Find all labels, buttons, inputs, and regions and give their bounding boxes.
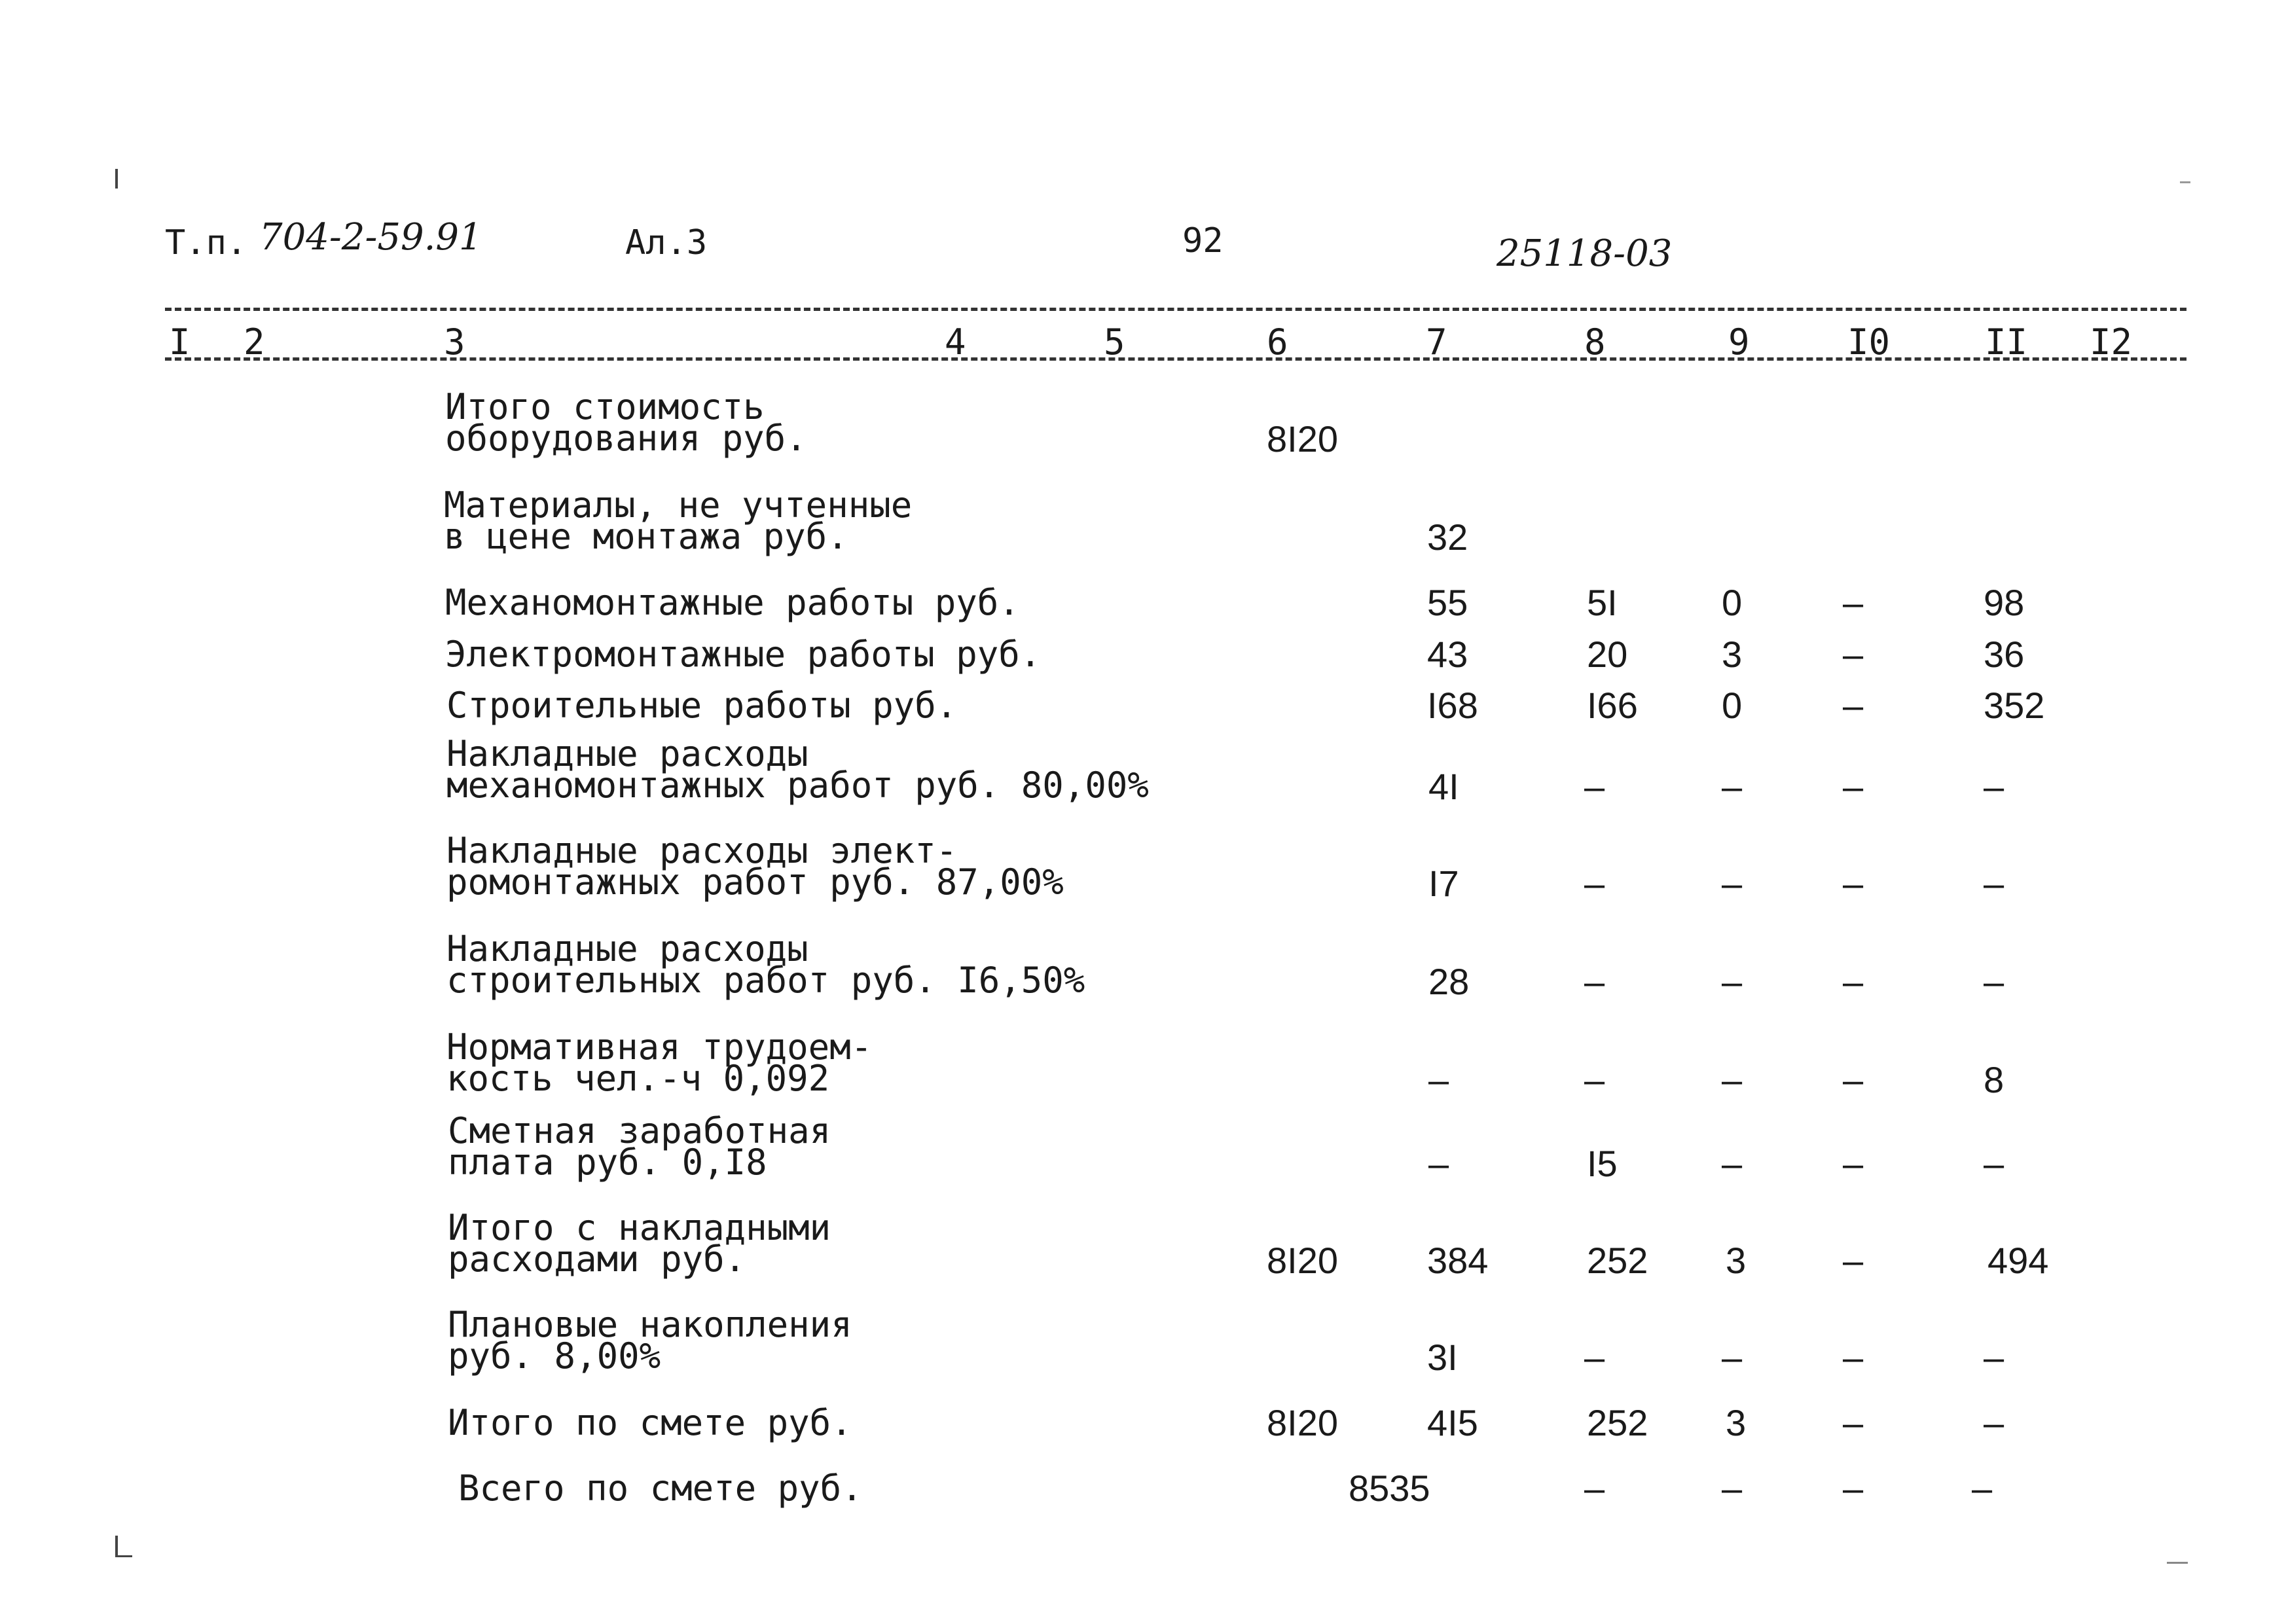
- row-label: [446, 830, 1064, 903]
- cell-col11: 494: [1987, 1240, 2049, 1281]
- row-label-line: Строительные работы руб.: [446, 685, 958, 726]
- cell-col8: 5I: [1587, 582, 1618, 623]
- row-label-line: Накладные расходы элект-: [446, 830, 958, 871]
- cell-col8: 252: [1587, 1402, 1648, 1443]
- cell-col9: –: [1722, 766, 1743, 807]
- row-label-line: Механомонтажные работы руб.: [445, 582, 1020, 623]
- row-label: [446, 733, 1149, 806]
- cell-col8: 20: [1587, 634, 1628, 675]
- cell-col8: –: [1584, 961, 1605, 1002]
- cell-col7: –: [1428, 1059, 1449, 1100]
- scan-mark-top-right: [2180, 181, 2190, 183]
- row-label-line: Накладные расходы: [446, 928, 808, 969]
- cell-col9: 3: [1722, 634, 1743, 675]
- grand-total-col8: –: [1584, 1468, 1605, 1509]
- col-num-5: 5: [1104, 321, 1125, 363]
- cell-col11: 8: [1984, 1059, 2005, 1100]
- grand-total-label: Всего по смете руб.: [458, 1468, 863, 1509]
- cell-col9: 3: [1726, 1240, 1747, 1281]
- cell-col7: 28: [1428, 961, 1470, 1002]
- cell-col7: 32: [1427, 516, 1468, 558]
- cell-col6: 8I20: [1267, 418, 1338, 460]
- header-rule-bottom: [165, 357, 2186, 361]
- cell-col11: 98: [1984, 582, 2025, 623]
- cell-col11: –: [1984, 1143, 2005, 1184]
- col-num-6: 6: [1267, 321, 1288, 363]
- cell-col7: 4I: [1428, 766, 1459, 807]
- cell-col11: –: [1984, 961, 2005, 1002]
- cell-col7: 55: [1427, 582, 1468, 623]
- row-label: [445, 386, 807, 459]
- album-label: Ал.3: [625, 223, 708, 262]
- row-label: [448, 1304, 852, 1377]
- cell-col10: –: [1843, 863, 1864, 904]
- row-label: [446, 928, 1085, 1001]
- cell-col10: –: [1843, 1059, 1864, 1100]
- col-num-1: I: [169, 321, 190, 363]
- row-label-line: строительных работ руб. I6,50%: [446, 960, 1085, 1001]
- row-label: [444, 484, 913, 557]
- row-label-line: механомонтажных работ руб. 80,00%: [446, 765, 1149, 806]
- tp-prefix: Т.п.: [165, 223, 247, 262]
- cell-col7: –: [1428, 1143, 1449, 1184]
- row-label: [446, 1026, 873, 1099]
- cell-col10: –: [1843, 1240, 1864, 1281]
- cell-col10: –: [1843, 766, 1864, 807]
- row-label: [446, 685, 958, 726]
- col-num-10: I0: [1847, 321, 1891, 363]
- col-num-7: 7: [1426, 321, 1447, 363]
- cell-col7: I7: [1428, 863, 1459, 904]
- row-label: [448, 1110, 831, 1183]
- cell-col8: –: [1584, 863, 1605, 904]
- col-num-4: 4: [945, 321, 966, 363]
- cell-col11: –: [1984, 1402, 2005, 1443]
- row-label-line: кость чел.-ч 0,092: [446, 1058, 830, 1099]
- grand-total-col10: –: [1843, 1468, 1864, 1509]
- cell-col9: 3: [1726, 1402, 1747, 1443]
- grand-total-col11: –: [1972, 1468, 1993, 1509]
- col-num-8: 8: [1584, 321, 1606, 363]
- cell-col11: 352: [1984, 685, 2045, 726]
- cell-col9: –: [1722, 961, 1743, 1002]
- cell-col6: 8I20: [1267, 1240, 1338, 1281]
- cell-col9: –: [1722, 1143, 1743, 1184]
- row-label-line: Итого с накладными: [448, 1207, 831, 1248]
- page-number: 92: [1182, 221, 1224, 261]
- col-num-3: 3: [444, 321, 465, 363]
- row-label-line: Накладные расходы: [446, 733, 808, 774]
- row-label-line: Электромонтажные работы руб.: [445, 634, 1042, 675]
- cell-col7: 43: [1427, 634, 1468, 675]
- cell-col8: I66: [1587, 685, 1638, 726]
- cell-col8: –: [1584, 1337, 1605, 1378]
- cell-col8: I5: [1587, 1143, 1618, 1184]
- scan-mark-bottom-left: [115, 1536, 118, 1557]
- row-label-line: плата руб. 0,I8: [448, 1142, 767, 1183]
- cell-col8: –: [1584, 766, 1605, 807]
- cell-col10: –: [1843, 634, 1864, 675]
- cell-col10: –: [1843, 582, 1864, 623]
- row-label-line: оборудования руб.: [445, 418, 807, 459]
- scan-mark-top-left: [115, 169, 118, 189]
- cell-col11: 36: [1984, 634, 2025, 675]
- cell-col11: –: [1984, 863, 2005, 904]
- row-label-line: расходами руб.: [448, 1238, 746, 1280]
- cell-col8: –: [1584, 1059, 1605, 1100]
- cell-col9: 0: [1722, 685, 1743, 726]
- col-num-12: I2: [2090, 321, 2133, 363]
- row-label-line: Итого по смете руб.: [448, 1402, 852, 1443]
- cell-col9: –: [1722, 863, 1743, 904]
- cell-col8: 252: [1587, 1240, 1648, 1281]
- cell-col7: 384: [1427, 1240, 1489, 1281]
- row-label: [445, 582, 1020, 623]
- header-rule-top: [165, 308, 2186, 311]
- grand-total-value: 8535: [1349, 1468, 1430, 1509]
- cell-col7: I68: [1427, 685, 1478, 726]
- cell-col11: –: [1984, 766, 2005, 807]
- row-label-line: в цене монтажа руб.: [444, 516, 848, 557]
- scan-mark-bottom-right: [2167, 1562, 2188, 1564]
- grand-total-col9: –: [1722, 1468, 1743, 1509]
- cell-col10: –: [1843, 1143, 1864, 1184]
- tp-number-handwritten: 704-2-59.91: [259, 216, 482, 259]
- col-num-9: 9: [1728, 321, 1750, 363]
- cell-col9: –: [1722, 1059, 1743, 1100]
- row-label-line: руб. 8,00%: [448, 1335, 661, 1377]
- cell-col7: 3I: [1427, 1337, 1458, 1378]
- cell-col10: –: [1843, 685, 1864, 726]
- row-label: [445, 634, 1042, 675]
- cell-col9: 0: [1722, 582, 1743, 623]
- cell-col9: –: [1722, 1337, 1743, 1378]
- cell-col7: 4I5: [1427, 1402, 1478, 1443]
- row-label-line: ромонтажных работ руб. 87,00%: [446, 861, 1064, 903]
- cell-col6: 8I20: [1267, 1402, 1338, 1443]
- row-label-line: Нормативная трудоем-: [446, 1026, 873, 1068]
- cell-col10: –: [1843, 961, 1864, 1002]
- row-label-line: Материалы, не учтенные: [444, 484, 913, 526]
- scan-mark-bottom-left-foot: [115, 1555, 132, 1557]
- col-num-11: II: [1985, 321, 2028, 363]
- col-num-2: 2: [244, 321, 265, 363]
- row-label: [448, 1207, 831, 1280]
- row-label-line: Плановые накопления: [448, 1304, 852, 1345]
- row-label: [448, 1402, 852, 1443]
- row-label-line: Итого стоимость: [445, 386, 765, 427]
- cell-col10: –: [1843, 1337, 1864, 1378]
- cell-col10: –: [1843, 1402, 1864, 1443]
- doc-code-handwritten: 25118-03: [1497, 232, 1673, 275]
- cell-col11: –: [1984, 1337, 2005, 1378]
- row-label-line: Сметная заработная: [448, 1110, 831, 1151]
